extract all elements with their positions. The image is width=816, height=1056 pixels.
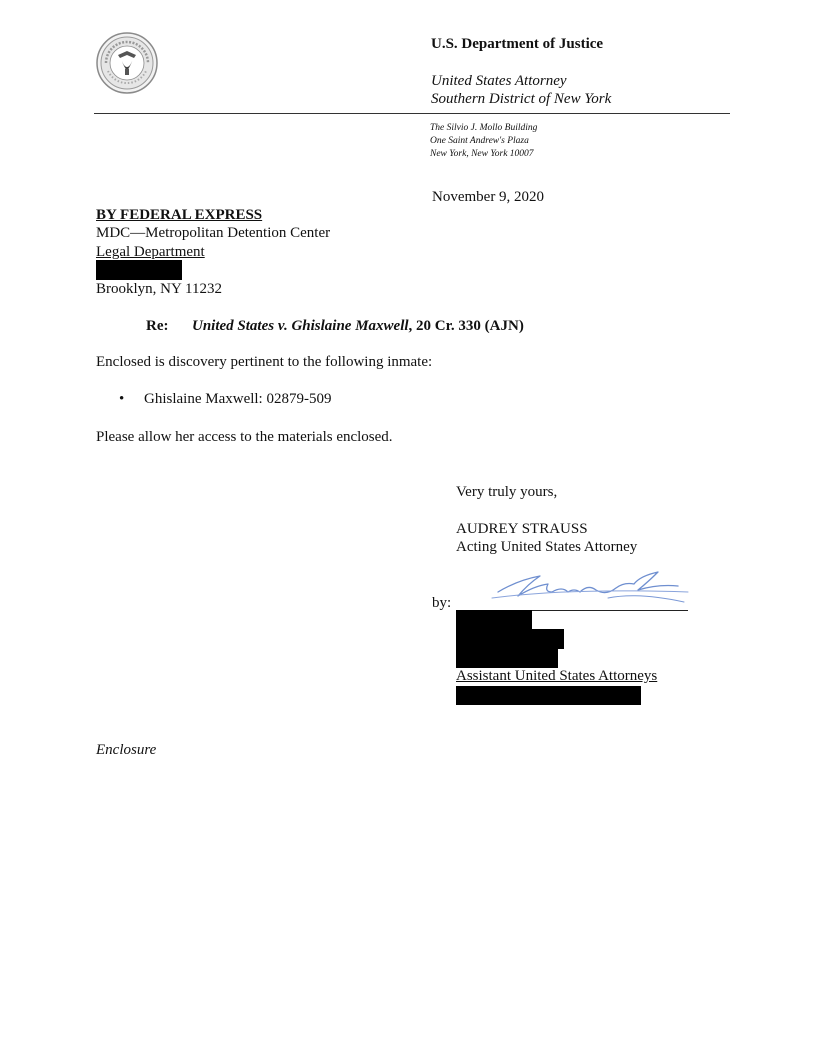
redaction-block xyxy=(96,260,182,280)
signer-title: Acting United States Attorney xyxy=(456,539,638,555)
by-label: by: xyxy=(432,595,452,611)
redaction-block xyxy=(456,648,558,668)
office-line-2: Southern District of New York xyxy=(431,91,612,107)
redaction-block xyxy=(456,686,641,705)
handwritten-signature xyxy=(488,562,698,610)
redaction-block xyxy=(456,629,564,649)
office-address-line-2: One Saint Andrew's Plaza xyxy=(430,136,529,146)
office-line-1: United States Attorney xyxy=(431,73,567,89)
case-name: United States v. Ghislaine Maxwell xyxy=(192,318,409,334)
redaction-block xyxy=(456,610,532,630)
closing-salutation: Very truly yours, xyxy=(456,484,558,500)
signer-name: AUDREY STRAUSS xyxy=(456,521,588,537)
list-item: Ghislaine Maxwell: 02879-509 xyxy=(144,391,332,407)
department-title: U.S. Department of Justice xyxy=(431,36,604,52)
attorneys-title: Assistant United States Attorneys xyxy=(456,668,658,684)
body-paragraph-1: Enclosed is discovery pertinent to the following inmate: xyxy=(96,354,433,370)
enclosure-note: Enclosure xyxy=(96,742,157,758)
bullet-icon: • xyxy=(119,391,125,407)
re-subject xyxy=(192,318,524,335)
office-address-line-1: The Silvio J. Mollo Building xyxy=(430,123,538,133)
recipient-line-1: MDC—Metropolitan Detention Center xyxy=(96,225,331,241)
re-label: Re: xyxy=(146,318,169,334)
case-number: , 20 Cr. 330 (AJN) xyxy=(408,318,524,334)
recipient-line-2: Legal Department xyxy=(96,244,205,260)
office-address-line-3: New York, New York 10007 xyxy=(430,149,534,159)
body-paragraph-2: Please allow her access to the materials enclosed. xyxy=(96,429,393,445)
delivery-method: BY FEDERAL EXPRESS xyxy=(96,207,263,223)
letter-date: November 9, 2020 xyxy=(432,189,545,205)
doj-seal-icon xyxy=(94,31,164,95)
letterhead-divider xyxy=(94,113,730,114)
recipient-line-3: Brooklyn, NY 11232 xyxy=(96,281,222,297)
